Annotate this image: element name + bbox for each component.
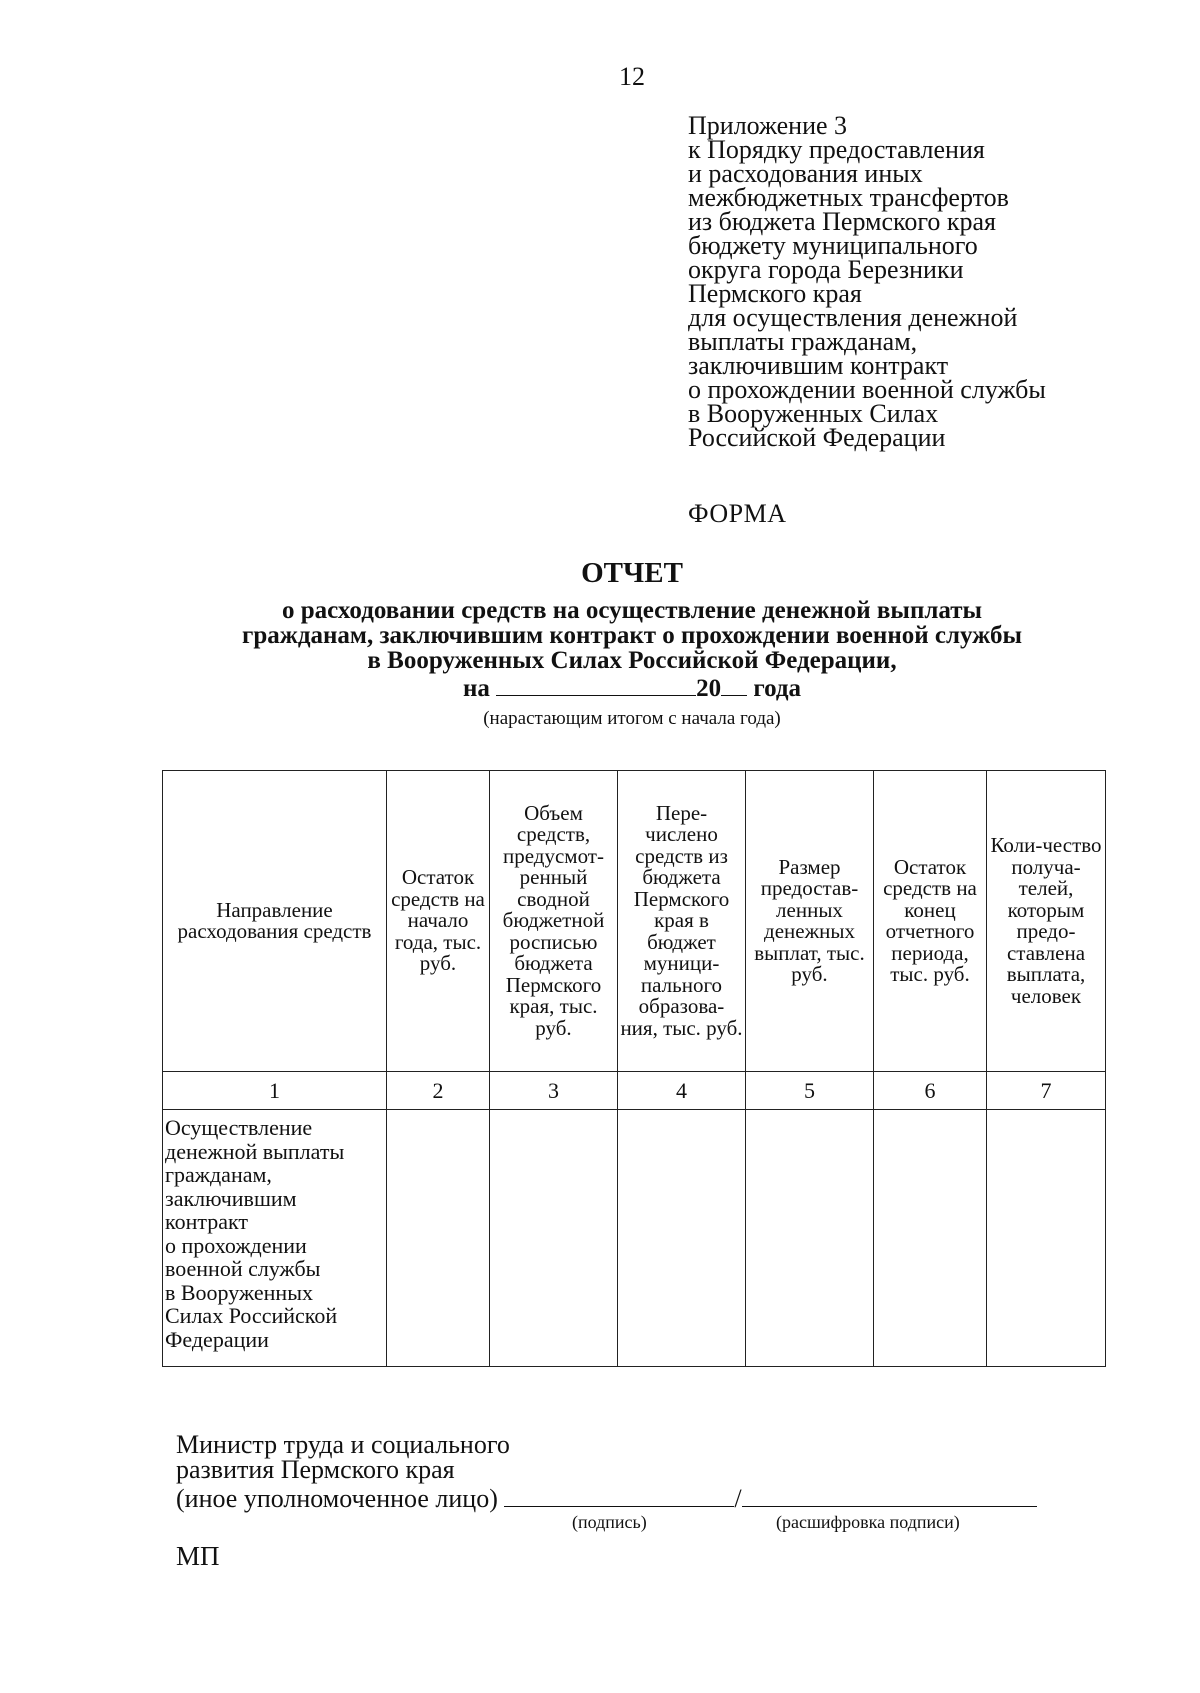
appendix-line: о прохождении военной службы: [688, 375, 1046, 404]
column-number: 4: [618, 1072, 746, 1110]
appendix-line: заключившим контракт: [688, 351, 949, 380]
appendix-block: [688, 111, 1148, 452]
report-subtitle: [0, 598, 1200, 701]
stamp-label: МП: [176, 1541, 220, 1571]
column-number: 5: [746, 1072, 874, 1110]
opening-balance-cell[interactable]: [387, 1110, 490, 1367]
table-row: [163, 1110, 1106, 1367]
appendix-line: бюджету муниципального: [688, 231, 978, 260]
table-header-row: [163, 771, 1106, 1072]
direction-line: Осуществление: [165, 1115, 313, 1140]
cumulative-note: (нарастающим итогом с начала года): [483, 708, 781, 729]
direction-line: заключившим: [165, 1185, 297, 1211]
report-table: [162, 770, 1106, 1367]
column-number: 7: [987, 1072, 1106, 1110]
direction-cell: [163, 1110, 387, 1367]
direction-line: Силах Российской: [165, 1303, 338, 1328]
signatory-line-text: (иное уполномоченное лицо): [176, 1484, 498, 1513]
subtitle-line: о расходовании средств на осуществление денежной выплаты: [281, 597, 983, 624]
signature-caption: (подпись): [572, 1512, 647, 1532]
header-transferred: Пере-числено средств из бюджета Пермского края в бюджет муници-пального образова-ния, тыс. руб.: [618, 771, 746, 1072]
appendix-line: для осуществления денежной: [688, 303, 1018, 332]
direction-line: в Вооруженных: [165, 1279, 313, 1305]
signature-decoding-field[interactable]: [742, 1482, 1037, 1507]
signature-separator: /: [734, 1484, 742, 1513]
header-recipients-count: Коли-чество получа-телей, которым предо-ставлена выплата, человек: [987, 771, 1106, 1072]
direction-line: гражданам,: [165, 1162, 272, 1187]
report-date-line: [0, 673, 1200, 701]
decoding-caption: (расшифровка подписи): [776, 1512, 960, 1532]
appendix-line: в Вооруженных Силах: [688, 399, 939, 428]
signature-block: [176, 1432, 1176, 1511]
signature-field[interactable]: [504, 1482, 734, 1507]
appendix-line: округа города Березники: [688, 255, 964, 284]
header-closing-balance: Остаток средств на конец отчетного периода, тыс. руб.: [874, 771, 987, 1072]
header-payments-size: Размер предостав-ленных денежных выплат, тыс. руб.: [746, 771, 874, 1072]
date-prefix: на: [462, 675, 490, 702]
recipients-count-cell[interactable]: [987, 1110, 1106, 1367]
signatory-line: Министр труда и социального: [176, 1430, 510, 1459]
appendix-line: и расходования иных: [688, 159, 923, 188]
column-number: 2: [387, 1072, 490, 1110]
column-number: 3: [490, 1072, 618, 1110]
appendix-line: Приложение 3: [688, 111, 848, 140]
header-opening-balance: Остаток средств на начало года, тыс. руб.: [387, 771, 490, 1072]
direction-line: Федерации: [165, 1326, 269, 1352]
column-numbers-row: [163, 1072, 1106, 1110]
appendix-line: к Порядку предоставления: [688, 135, 985, 164]
payments-size-cell[interactable]: [746, 1110, 874, 1367]
subtitle-line: гражданам, заключившим контракт о прохождении военной службы: [242, 622, 1022, 649]
column-number: 6: [874, 1072, 987, 1110]
header-direction: Направление расходования средств: [163, 771, 387, 1072]
subtitle-line: в Вооруженных Силах Российской Федерации,: [367, 647, 897, 674]
transferred-cell[interactable]: [618, 1110, 746, 1367]
appendix-line: межбюджетных трансфертов: [688, 183, 1009, 212]
form-label: ФОРМА: [688, 499, 787, 528]
appendix-line: выплаты гражданам,: [688, 327, 918, 356]
page-number: 12: [619, 62, 645, 91]
direction-line: военной службы: [165, 1256, 321, 1281]
signatory-line: [176, 1482, 1176, 1511]
direction-line: денежной выплаты: [165, 1138, 345, 1164]
date-suffix: года: [753, 675, 802, 702]
direction-line: о прохождении: [165, 1232, 307, 1258]
report-title: ОТЧЕТ: [581, 557, 683, 589]
year-blank-field[interactable]: [721, 673, 747, 696]
appendix-line: Российской Федерации: [688, 423, 946, 452]
date-year: 20: [696, 675, 722, 702]
direction-line: контракт: [165, 1209, 249, 1234]
date-blank-field[interactable]: [496, 673, 696, 696]
column-number: 1: [163, 1072, 387, 1110]
budget-volume-cell[interactable]: [490, 1110, 618, 1367]
appendix-line: Пермского края: [688, 279, 862, 308]
signatory-line: развития Пермского края: [176, 1455, 455, 1484]
header-budget-volume: Объем средств, предусмот-ренный сводной бюджетной росписью бюджета Пермского края, тыс. руб.: [490, 771, 618, 1072]
appendix-line: из бюджета Пермского края: [688, 207, 997, 236]
closing-balance-cell[interactable]: [874, 1110, 987, 1367]
